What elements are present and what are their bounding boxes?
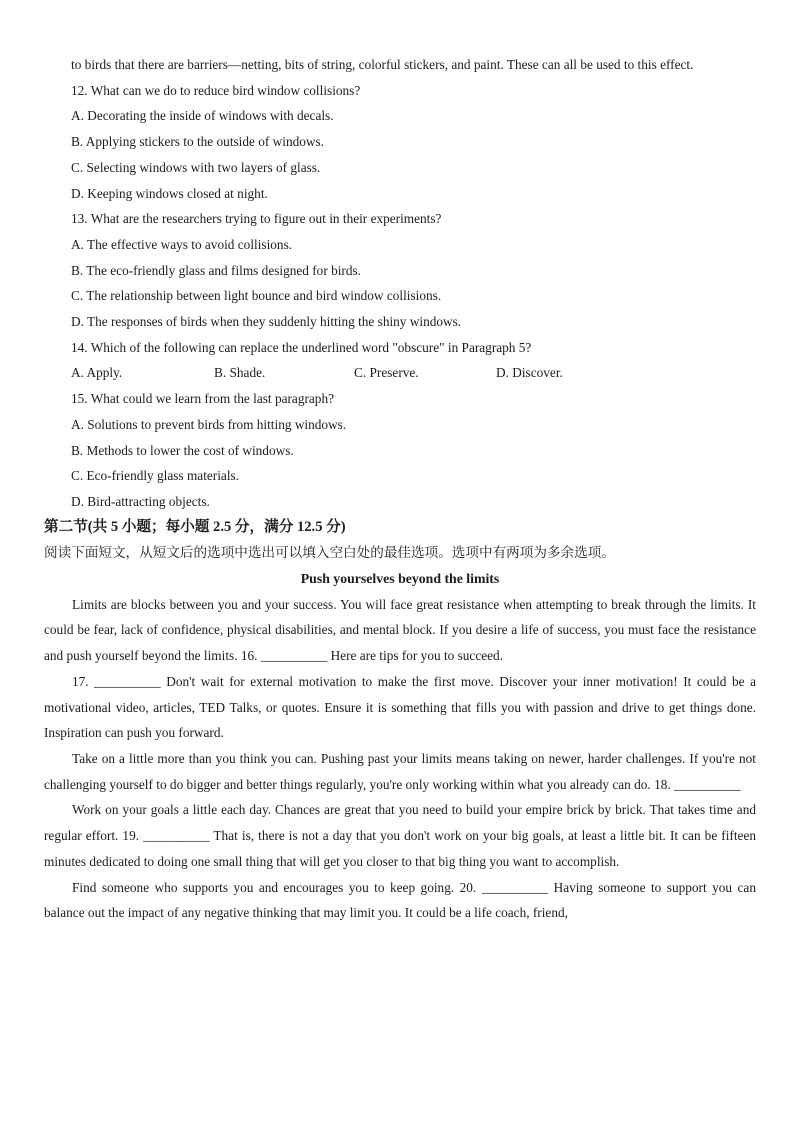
question-stem: 14. Which of the following can replace the underlined word "obscure" in Paragraph 5? [71,339,532,355]
option-b: B. Applying stickers to the outside of windows. [71,134,324,150]
option-c: C. Eco-friendly glass materials. [71,468,240,484]
question-block-12 [71,78,731,207]
passage-paragraph: Find someone who supports you and encourages you to keep going. 20. __________ Having someone to support you can balance out the impact of any negative thinking that may limit you. It could be a life coach, friend, [44,879,756,921]
continued-passage-text: to birds that there are barriers—netting, bits of string, colorful stickers, and paint. These can all be used to this effect. [71,57,694,72]
section-header: 第二节(共 5 小题；每小题 2.5 分，满分 12.5 分) [44,518,346,535]
question-stem: 15. What could we learn from the last paragraph? [71,391,335,407]
option-d: D. Discover. [496,365,563,381]
option-b: B. Shade. [214,365,266,381]
passage-paragraph: 17. __________ Don't wait for external motivation to make the first move. Discover your inner motivation! It could be a motivational video, articles, TED Talks, or quotes. Ensure it is something that fills you with passion and drive to get things done. Inspiration can push you forward. [44,673,756,741]
option-a: A. Solutions to prevent birds from hitting windows. [71,416,347,432]
question-block-13 [71,206,731,335]
option-c: C. Selecting windows with two layers of glass. [71,159,321,175]
option-d: D. Bird-attracting objects. [71,493,210,509]
option-a: A. The effective ways to avoid collisions. [71,236,293,252]
question-stem: 12. What can we do to reduce bird window collisions? [71,82,361,98]
question-block-14 [71,335,731,386]
passage-paragraph: Work on your goals a little each day. Chances are great that you need to build your empire brick by brick. That takes time and regular effort. 19. __________ That is, there is not a day that you don't work on your big goals, at least a little bit. It can be fifteen minutes dedicated to doing one small thing that will get you closer to that big thing you want to accomplish. [44,802,756,869]
passage-title: Push yourselves beyond the limits [300,571,500,587]
option-d: D. Keeping windows closed at night. [71,185,268,201]
multiple-choice-section [0,52,800,515]
question-stem: 13. What are the researchers trying to figure out in their experiments? [71,211,442,227]
option-d: D. The responses of birds when they suddenly hitting the shiny windows. [71,314,462,330]
option-b: B. Methods to lower the cost of windows. [71,442,294,458]
option-c: C. The relationship between light bounce and bird window collisions. [71,288,442,304]
cloze-section [0,515,800,926]
inline-options-row [71,360,731,386]
passage-paragraph: Take on a little more than you think you can. Pushing past your limits means taking on newer, harder challenges. If you're not challenging yourself to do bigger and better things regularly, you're only working within what you already can do. 18. __________ [44,750,756,792]
option-c: C. Preserve. [354,365,419,381]
option-a: A. Apply. [71,365,123,381]
option-b: B. The eco-friendly glass and films designed for birds. [71,262,362,278]
option-a: A. Decorating the inside of windows with decals. [71,108,334,124]
question-block-15 [71,386,731,515]
section-instruction: 阅读下面短文，从短文后的选项中选出可以填入空白处的最佳选项。选项中有两项为多余选项。 [44,545,615,561]
passage-paragraph: Limits are blocks between you and your success. You will face great resistance when attempting to break through the limits. It could be fear, lack of confidence, physical disabilities, and mental block. If you desire a life of success, you must face the resistance and push yourself beyond the limits. 16. __________ Here are tips for you to succeed. [44,596,756,664]
